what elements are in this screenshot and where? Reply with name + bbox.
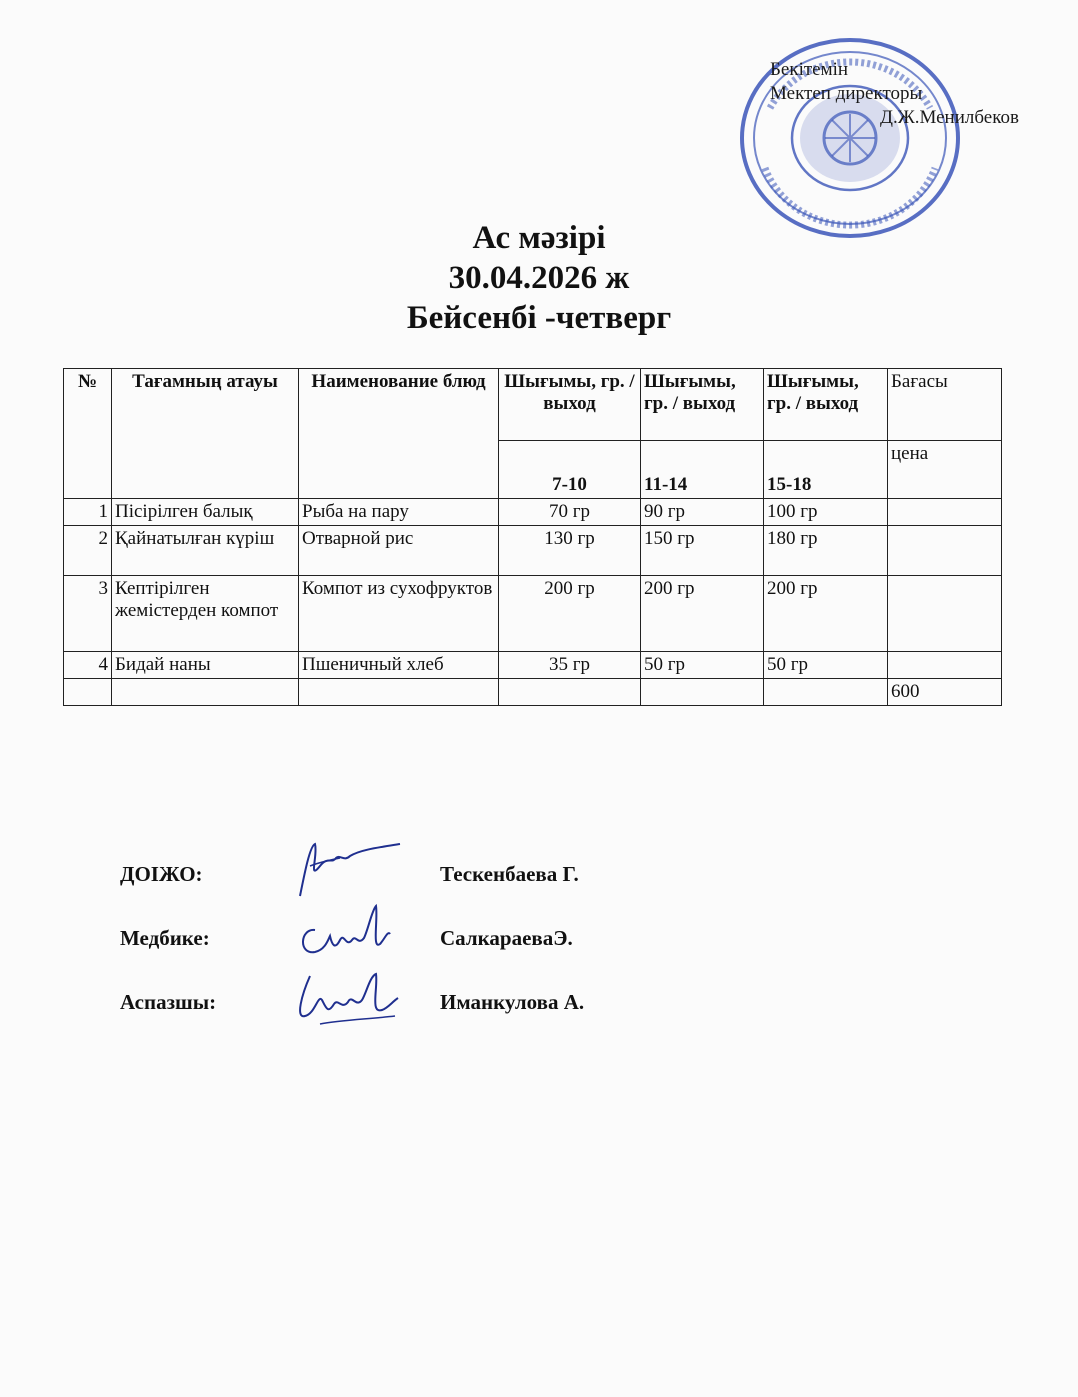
title-line-1: Ас мәзірі xyxy=(472,220,606,256)
signature-role: Медбике: xyxy=(120,926,210,950)
output-15-18: 100 гр xyxy=(764,499,888,526)
signature-role: ДОІЖО: xyxy=(120,862,203,886)
header-age-1: 7-10 xyxy=(499,441,641,499)
table-row xyxy=(64,526,1002,576)
signature-row xyxy=(120,986,680,1050)
dish-name-kz: Пісірілген балық xyxy=(112,499,299,526)
dish-name-kz: Қайнатылған күріш xyxy=(112,526,299,576)
document-title xyxy=(0,218,1078,338)
table-row xyxy=(64,499,1002,526)
approval-block xyxy=(770,58,1060,130)
approval-line-3: Д.Ж.Менилбеков xyxy=(880,107,1019,128)
row-num: 2 xyxy=(64,526,112,576)
output-11-14: 50 гр xyxy=(641,652,764,679)
handwritten-signature xyxy=(280,964,410,1034)
output-7-10: 35 гр xyxy=(499,652,641,679)
dish-name-ru: Пшеничный хлеб xyxy=(299,652,499,679)
header-output-2: Шығымы, гр. / выход xyxy=(641,369,764,441)
total-row xyxy=(64,679,1002,706)
signature-name: СалкараеваЭ. xyxy=(440,926,573,950)
table-row xyxy=(64,652,1002,679)
dish-name-ru: Компот из сухофруктов xyxy=(299,576,499,652)
row-num: 3 xyxy=(64,576,112,652)
price-cell xyxy=(888,499,1002,526)
dish-name-ru: Рыба на пару xyxy=(299,499,499,526)
output-11-14: 150 гр xyxy=(641,526,764,576)
dish-name-kz: Бидай наны xyxy=(112,652,299,679)
table-row xyxy=(64,576,1002,652)
dish-name-kz: Кептірілген жемістерден компот xyxy=(112,576,299,652)
output-15-18: 180 гр xyxy=(764,526,888,576)
output-15-18: 200 гр xyxy=(764,576,888,652)
header-age-3: 15-18 xyxy=(764,441,888,499)
handwritten-signature xyxy=(280,900,410,970)
menu-table xyxy=(63,368,1002,706)
header-name-kz: Тағамның атауы xyxy=(112,369,299,499)
header-num: № xyxy=(64,369,112,499)
header-output-1: Шығымы, гр. / выход xyxy=(499,369,641,441)
signature-name: Тескенбаева Г. xyxy=(440,862,579,886)
dish-name-ru: Отварной рис xyxy=(299,526,499,576)
title-date: 30.04.2026 ж xyxy=(448,260,630,296)
header-price: Бағасы xyxy=(888,369,1002,441)
header-price-ru: цена xyxy=(888,441,1002,499)
output-11-14: 200 гр xyxy=(641,576,764,652)
output-7-10: 70 гр xyxy=(499,499,641,526)
signatures-block xyxy=(120,858,680,1050)
header-age-2: 11-14 xyxy=(641,441,764,499)
title-weekday: Бейсенбі -четверг xyxy=(406,300,672,336)
price-cell xyxy=(888,576,1002,652)
row-num: 1 xyxy=(64,499,112,526)
header-name-ru: Наименование блюд xyxy=(299,369,499,499)
output-7-10: 130 гр xyxy=(499,526,641,576)
output-11-14: 90 гр xyxy=(641,499,764,526)
row-num: 4 xyxy=(64,652,112,679)
price-cell xyxy=(888,526,1002,576)
signature-role: Аспазшы: xyxy=(120,990,217,1014)
output-7-10: 200 гр xyxy=(499,576,641,652)
total-price: 600 xyxy=(888,679,1002,706)
signature-name: Иманкулова А. xyxy=(440,990,585,1014)
output-15-18: 50 гр xyxy=(764,652,888,679)
header-output-3: Шығымы, гр. / выход xyxy=(764,369,888,441)
approval-line-2: Мектеп директоры xyxy=(770,83,923,104)
approval-line-1: Бекітемін xyxy=(770,59,849,80)
handwritten-signature xyxy=(280,836,410,906)
price-cell xyxy=(888,652,1002,679)
